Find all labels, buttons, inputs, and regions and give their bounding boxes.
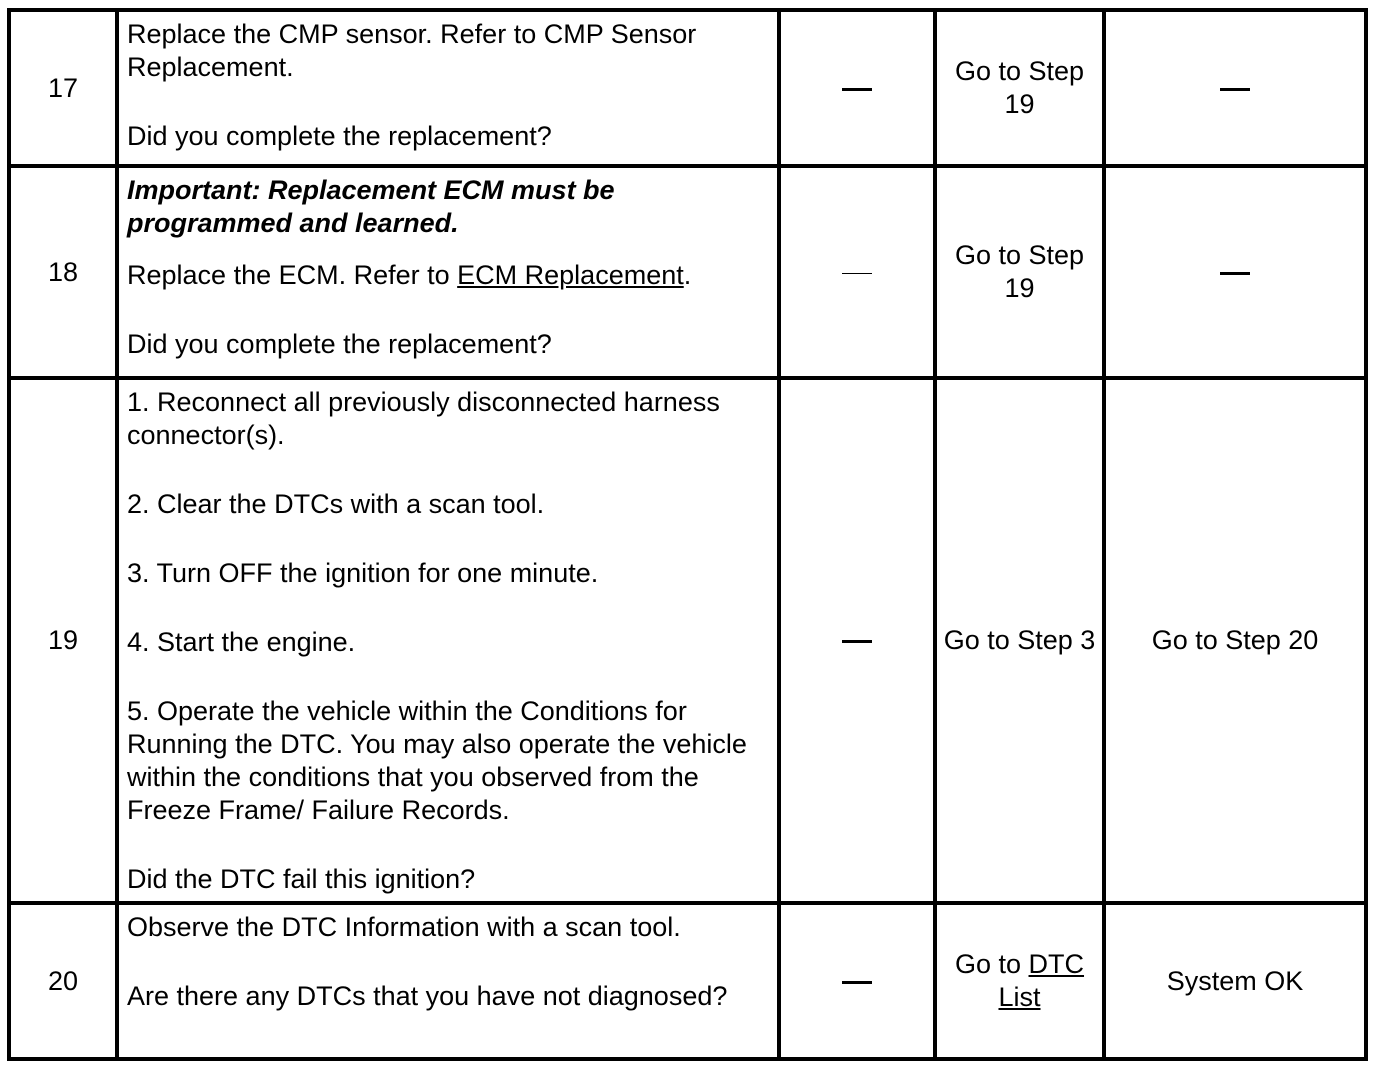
- action-cell: [117, 378, 779, 903]
- ecm-replacement-link[interactable]: ECM Replacement: [457, 260, 684, 290]
- action-cell: [117, 166, 779, 378]
- no-dash: [1220, 88, 1250, 91]
- no-cell: [1104, 10, 1366, 166]
- value-dash: [842, 640, 872, 643]
- yes-cell: Go to Step 3: [935, 378, 1104, 903]
- action-question: Did the DTC fail this ignition?: [127, 864, 476, 894]
- action-item: 2. Clear the DTCs with a scan tool.: [127, 489, 545, 519]
- action-instruction: Observe the DTC Information with a scan tool.: [127, 912, 681, 942]
- dtc-list-link[interactable]: DTC List: [998, 949, 1085, 1012]
- value-cell: [779, 378, 935, 903]
- step-number: 17: [9, 10, 117, 166]
- yes-cell: Go to Step 19: [935, 166, 1104, 378]
- no-cell: Go to Step 20: [1104, 378, 1366, 903]
- action-item: 1. Reconnect all previously disconnected harness connector(s).: [127, 387, 720, 450]
- yes-cell: Go to Step 19: [935, 10, 1104, 166]
- table-row-step-20: [9, 903, 1366, 1059]
- important-note: Important: Replacement ECM must be programmed and learned.: [127, 175, 615, 238]
- table-row-step-19: [9, 378, 1366, 903]
- action-item: 4. Start the engine.: [127, 627, 356, 657]
- no-dash: [1220, 272, 1250, 275]
- no-cell: System OK: [1104, 903, 1366, 1059]
- action-item: 5. Operate the vehicle within the Conditions for Running the DTC. You may also operate the vehicle within the conditions that you observed from the Freeze Frame/ Failure Records.: [127, 696, 747, 825]
- value-dash: [842, 273, 872, 275]
- diagnostic-table: [7, 8, 1368, 1061]
- action-question: Are there any DTCs that you have not diagnosed?: [127, 981, 728, 1011]
- yes-cell: Go to DTC List: [935, 903, 1104, 1059]
- action-instruction: Replace the CMP sensor. Refer to CMP Sensor Replacement.: [127, 19, 697, 82]
- value-cell: [779, 10, 935, 166]
- step-number: 18: [9, 166, 117, 378]
- table-row-step-18: [9, 166, 1366, 378]
- value-dash: [842, 981, 872, 984]
- action-item: 3. Turn OFF the ignition for one minute.: [127, 558, 599, 588]
- step-number: 19: [9, 378, 117, 903]
- action-cell: [117, 903, 779, 1059]
- action-cell: [117, 10, 779, 166]
- value-cell: [779, 903, 935, 1059]
- action-question: Did you complete the replacement?: [127, 121, 552, 151]
- step-number: 20: [9, 903, 117, 1059]
- no-cell: [1104, 166, 1366, 378]
- action-instruction: Replace the ECM. Refer to ECM Replacement.: [127, 260, 692, 290]
- action-question: Did you complete the replacement?: [127, 329, 552, 359]
- value-cell: [779, 166, 935, 378]
- value-dash: [842, 88, 872, 91]
- table-row-step-17: [9, 10, 1366, 166]
